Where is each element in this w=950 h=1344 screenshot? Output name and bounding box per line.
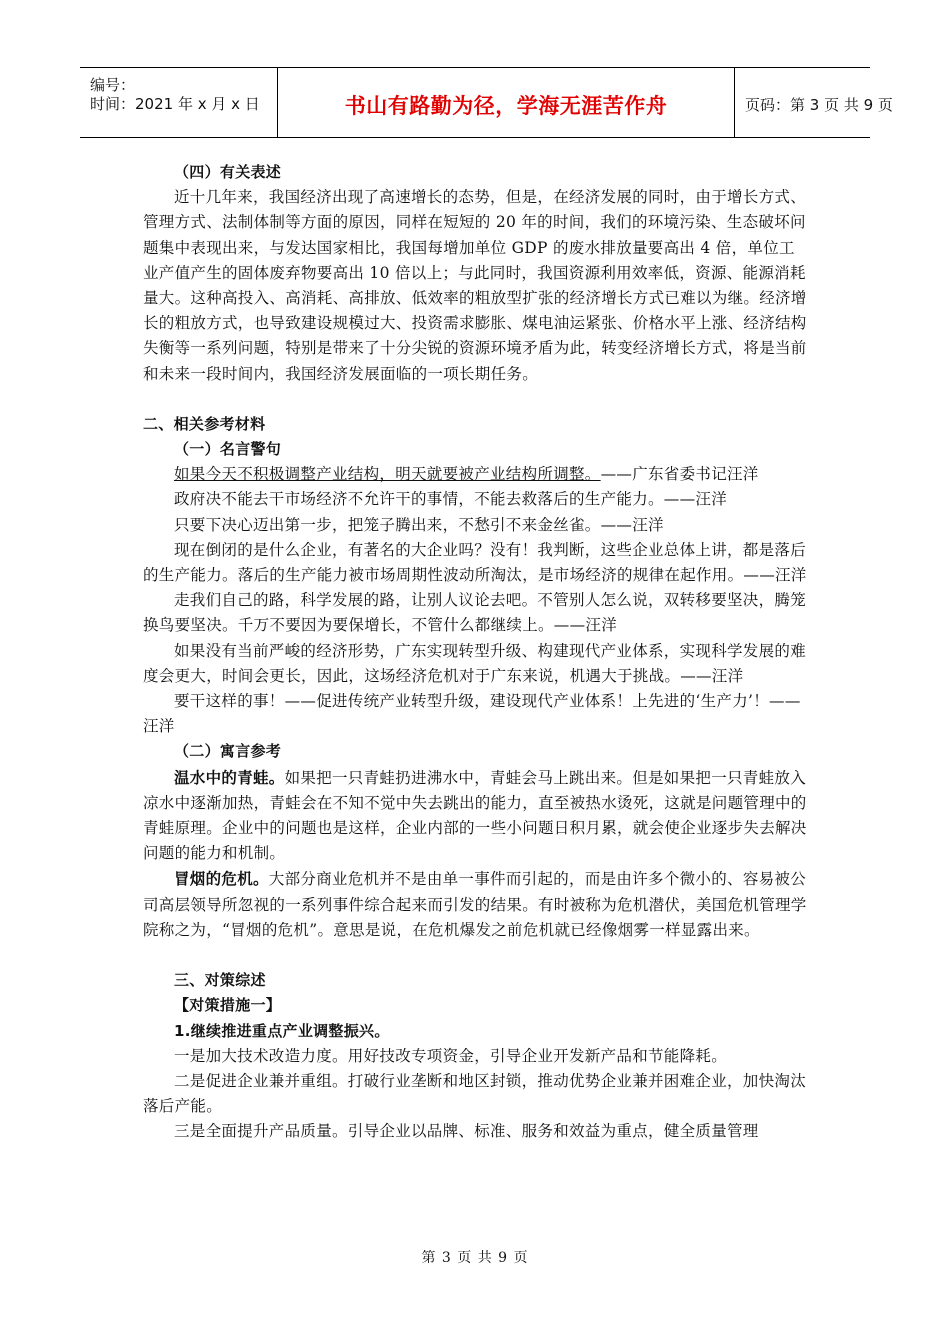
- header-motto: 书山有路勤为径，学海无涯苦作舟: [344, 94, 668, 118]
- quote-author: ——广东省委书记汪洋: [600, 465, 759, 484]
- fable-lead: 冒烟的危机。: [174, 869, 269, 889]
- header-page-info: 页码：第 3 页 共 9 页: [745, 96, 893, 114]
- subsection-heading: （一）名言警句: [174, 440, 282, 459]
- measure-item: 三是全面提升产品质量。引导企业以品牌、标准、服务和效益为重点，健全质量管理: [174, 1122, 759, 1141]
- quote-paragraph: [143, 462, 808, 487]
- quote-paragraph: 只要下决心迈出第一步，把笼子腾出来，不愁引不来金丝雀。——汪洋: [174, 515, 664, 534]
- fable-body: 大部分商业危机并不是由单一事件而引起的，而是由许多个微小的、容易被公司高层领导所忽视的一系列事件综合起来而引发的结果。有时被称为危机潜伏，美国危机管理学院称之为，“冒烟的危机”。意思是说，在危机爆发之前危机就已经像烟雾一样显露出来。: [143, 870, 807, 939]
- document-date-label: 时间：2021 年 x 月 x 日: [90, 95, 260, 113]
- page-header: [80, 67, 893, 138]
- measure-subheading: 1.继续推进重点产业调整振兴。: [174, 1021, 390, 1040]
- quote-paragraph: 如果没有当前严峻的经济形势，广东实现转型升级、构建现代产业体系，实现科学发展的难度会更大，时间会更长，因此，这场经济危机对于广东来说，机遇大于挑战。——汪洋: [143, 641, 807, 685]
- quote-paragraph: 现在倒闭的是什么企业，有著名的大企业吗？没有！我判断，这些企业总体上讲，都是落后的生产能力。落后的生产能力被市场周期性波动所淘汰，是市场经济的规律在起作用。——汪洋: [143, 540, 807, 585]
- quote-paragraph: 要干这样的事！——促进传统产业转型升级，建设现代产业体系！上先进的‘生产力’！——汪洋: [143, 692, 801, 736]
- fable-lead: 温水中的青蛙。: [174, 767, 285, 787]
- measure-item: 二是促进企业兼并重组。打破行业垄断和地区封锁，推动优势企业兼并困难企业，加快淘汰落后产能。: [143, 1071, 807, 1116]
- fable-paragraph: [143, 866, 808, 943]
- header-page-cell: [735, 68, 893, 137]
- measure-heading: 【对策措施一】: [174, 996, 282, 1015]
- document-body: [143, 160, 808, 1145]
- header-meta-cell: [80, 68, 278, 137]
- document-number-label: 编号：: [90, 76, 136, 94]
- section-heading: 二、相关参考材料: [143, 414, 266, 433]
- underlined-quote: 如果今天不积极调整产业结构，明天就要被产业结构所调整。: [174, 465, 601, 484]
- header-motto-cell: [278, 68, 735, 137]
- measure-item: 一是加大技术改造力度。用好技改专项资金，引导企业开发新产品和节能降耗。: [174, 1046, 728, 1065]
- fable-paragraph: [143, 765, 808, 867]
- section-heading: （四）有关表述: [174, 163, 282, 181]
- subsection-heading: （二）寓言参考: [174, 742, 282, 761]
- quote-paragraph: 政府决不能去干市场经济不允许干的事情，不能去救落后的生产能力。——汪洋: [174, 490, 728, 509]
- paragraph: 近十几年来，我国经济出现了高速增长的态势，但是，在经济发展的同时，由于增长方式、管理方式、法制体制等方面的原因，同样在短短的 20 年的时间，我们的环境污染、生态破坏问题集中表现出来，与发达国家相比，我国每增加单位 GDP 的废水排放量要高出 4 倍，单位工业产值产生的固体废弃物要高出 10 倍以上；与此同时，我国资源利用效率低，资源、能源消耗量大。这种高投入、高消耗、高排放、低效率的粗放型扩张的经济增长方式已难以为继。经济增长的粗放方式，也导致建设规模过大、投资需求膨胀、煤电油运紧张、价格水平上涨、经济结构失衡等一系列问题，特别是带来了十分尖锐的资源环境矛盾为此，转变经济增长方式，将是当前和未来一段时间内，我国经济发展面临的一项长期任务。: [143, 188, 807, 383]
- section-heading: 三、对策综述: [174, 971, 266, 990]
- quote-paragraph: 走我们自己的路，科学发展的路，让别人议论去吧。不管别人怎么说，双转移要坚决，腾笼换鸟要坚决。千万不要因为要保增长，不管什么都继续上。——汪洋: [143, 591, 807, 635]
- fable-body: 如果把一只青蛙扔进沸水中，青蛙会马上跳出来。但是如果把一只青蛙放入凉水中逐渐加热，青蛙会在不知不觉中失去跳出的能力，直至被热水烫死，这就是问题管理中的青蛙原理。企业中的问题也是这样，企业内部的一些小问题日积月累，就会使企业逐步失去解决问题的能力和机制。: [143, 768, 807, 863]
- page-footer: 第 3 页 共 9 页: [421, 1250, 529, 1266]
